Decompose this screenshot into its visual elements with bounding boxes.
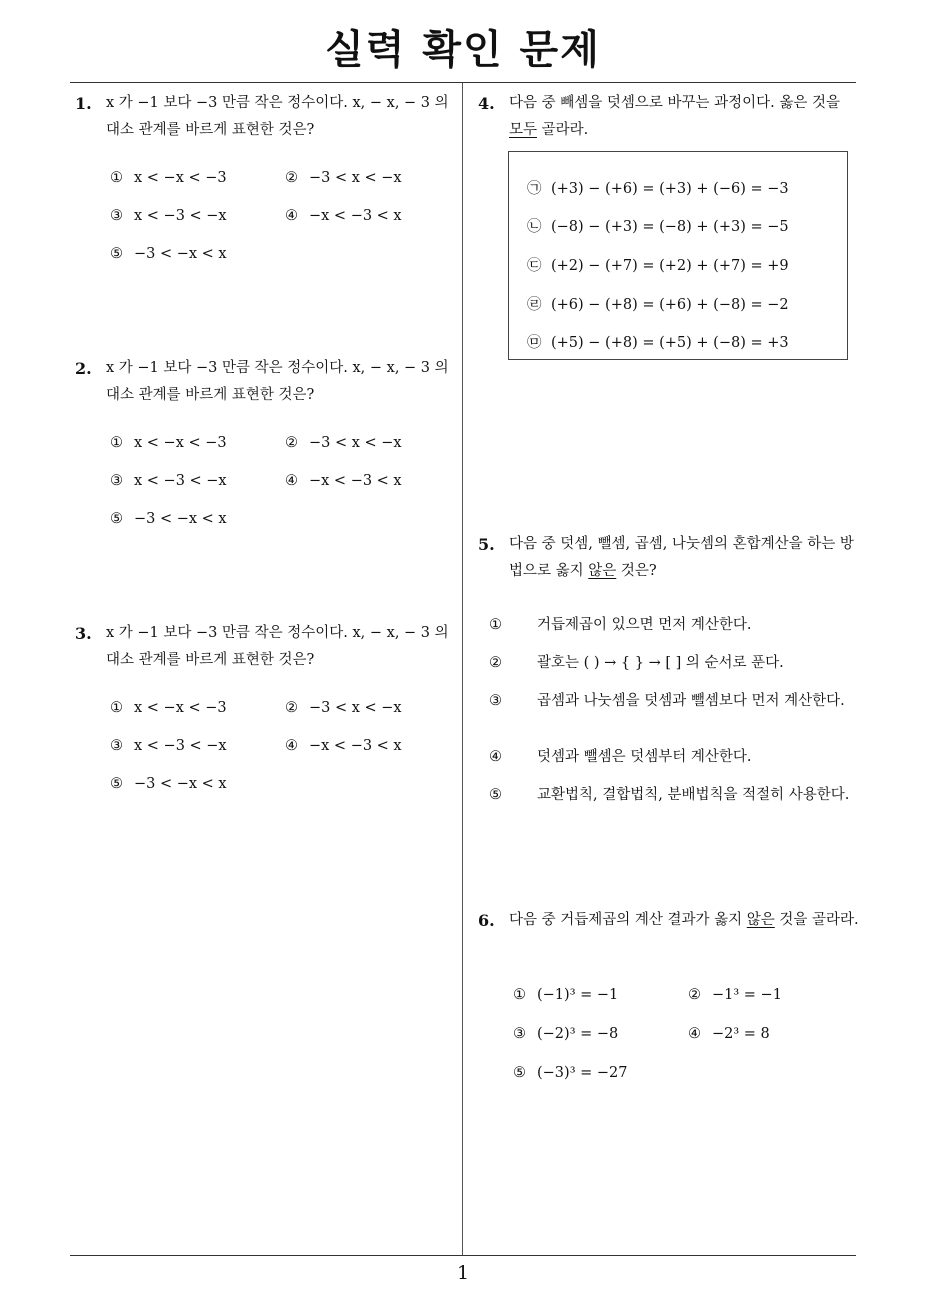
choice-4[interactable]: [285, 473, 402, 489]
choice-4[interactable]: [489, 744, 857, 770]
choice-text: −3 < −x < x: [134, 511, 227, 527]
question-text: x 가 −1 보다 −3 만큼 작은 정수이다. x, − x, − 3 의 대소 관계를 바르게 표현한 것은?: [106, 95, 449, 138]
choice-text: (−2)³ = −8: [537, 1026, 619, 1042]
choice-mark: ③: [110, 473, 123, 489]
choice-mark: ①: [110, 435, 123, 451]
choice-5[interactable]: [110, 511, 227, 527]
choice-text: −3 < x < −x: [309, 435, 402, 451]
item-text: (+3) − (+6) = (+3) + (−6) = −3: [551, 181, 789, 197]
choice-mark: ④: [285, 738, 298, 754]
question-number: 6.: [478, 911, 495, 930]
choice-5[interactable]: [110, 776, 227, 792]
question-text-part: 다음 중 거듭제곱의 계산 결과가 옳지: [509, 912, 747, 928]
choice-text: 곱셈과 나눗셈을 덧셈과 뺄셈보다 먼저 계산한다.: [537, 693, 845, 709]
choice-text: 덧셈과 뺄셈은 덧셈부터 계산한다.: [537, 749, 752, 765]
choice-2[interactable]: [688, 987, 782, 1003]
choice-4[interactable]: [285, 208, 402, 224]
choice-3[interactable]: [110, 738, 227, 754]
choice-4[interactable]: [285, 738, 402, 754]
item-text: (+5) − (+8) = (+5) + (−8) = +3: [551, 335, 789, 351]
question-text: x 가 −1 보다 −3 만큼 작은 정수이다. x, − x, − 3 의 대소 관계를 바르게 표현한 것은?: [106, 625, 449, 668]
choice-text: −3 < −x < x: [134, 246, 227, 262]
choice-text: 괄호는 ( ) → { } → [ ] 의 순서로 푼다.: [537, 655, 784, 671]
item-mark: ㉠: [527, 181, 542, 197]
choice-text: −3 < −x < x: [134, 776, 227, 792]
choice-mark: ①: [513, 987, 526, 1003]
choice-mark: ②: [489, 655, 502, 671]
question-6: [478, 907, 862, 934]
question-text-part: 것은?: [616, 563, 657, 579]
question-number: 3.: [75, 624, 92, 643]
question-number: 5.: [478, 535, 495, 554]
choice-text: −2³ = 8: [712, 1026, 770, 1042]
choice-text: −3 < x < −x: [309, 700, 402, 716]
choice-text: 교환법칙, 결합법칙, 분배법칙을 적절히 사용한다.: [537, 787, 850, 803]
choice-mark: ②: [285, 435, 298, 451]
choice-1[interactable]: [110, 435, 227, 451]
choice-mark: ①: [489, 617, 502, 633]
item-mark: ㉤: [527, 335, 542, 351]
choice-3[interactable]: [110, 208, 227, 224]
question-4: [478, 90, 862, 144]
choice-3[interactable]: [110, 473, 227, 489]
choice-mark: ③: [110, 738, 123, 754]
choice-text: −x < −3 < x: [309, 208, 402, 224]
question-5: [478, 531, 862, 585]
emphasis-underline: 모두: [509, 122, 538, 138]
emphasis-underline: 않은: [588, 563, 617, 579]
choice-mark: ②: [285, 700, 298, 716]
choice-2[interactable]: [489, 650, 857, 676]
choice-text: −x < −3 < x: [309, 473, 402, 489]
top-rule: [70, 82, 856, 83]
choice-mark: ③: [513, 1026, 526, 1042]
item-mark: ㉡: [527, 219, 542, 235]
choice-1[interactable]: [513, 987, 618, 1003]
question-2: [75, 355, 459, 409]
column-divider: [462, 83, 463, 1256]
choice-text: x < −x < −3: [134, 435, 227, 451]
choice-mark: ④: [688, 1026, 701, 1042]
choice-5[interactable]: [489, 782, 857, 808]
choice-mark: ⑤: [110, 246, 123, 262]
item-mark: ㉣: [527, 297, 542, 313]
item-text: (+6) − (+8) = (+6) + (−8) = −2: [551, 297, 789, 313]
choice-text: x < −x < −3: [134, 700, 227, 716]
question-text-part: 것을 골라라.: [774, 912, 859, 928]
statement-item[interactable]: [527, 177, 789, 198]
question-number: 2.: [75, 359, 92, 378]
choice-2[interactable]: [285, 170, 402, 186]
question-text-part: 다음 중 덧셈, 뺄셈, 곱셈, 나눗셈의 혼합계산을 하는 방법으로 옳지: [509, 536, 854, 579]
question-text: [509, 90, 862, 144]
question-number: 4.: [478, 94, 495, 113]
choice-2[interactable]: [285, 435, 402, 451]
choice-mark: ⑤: [489, 787, 502, 803]
choice-mark: ⑤: [513, 1065, 526, 1081]
choice-1[interactable]: [110, 700, 227, 716]
bottom-rule: [70, 1255, 856, 1256]
choice-text: −x < −3 < x: [309, 738, 402, 754]
choice-mark: ②: [285, 170, 298, 186]
question-text-part: 골라라.: [537, 122, 589, 138]
q4-statement-box: [508, 151, 848, 360]
choice-mark: ④: [489, 749, 502, 765]
choice-mark: ①: [110, 170, 123, 186]
choice-mark: ③: [489, 693, 502, 709]
choice-text: −3 < x < −x: [309, 170, 402, 186]
choice-5[interactable]: [110, 246, 227, 262]
question-number: 1.: [75, 94, 92, 113]
choice-3[interactable]: [489, 688, 857, 714]
choice-text: x < −x < −3: [134, 170, 227, 186]
choice-text: (−1)³ = −1: [537, 987, 619, 1003]
choice-mark: ③: [110, 208, 123, 224]
statement-item[interactable]: [527, 215, 789, 236]
choice-mark: ④: [285, 473, 298, 489]
choice-text: x < −3 < −x: [134, 473, 227, 489]
statement-item[interactable]: [527, 254, 789, 275]
choice-mark: ④: [285, 208, 298, 224]
item-text: (+2) − (+7) = (+2) + (+7) = +9: [551, 258, 789, 274]
item-text: (−8) − (+3) = (−8) + (+3) = −5: [551, 219, 789, 235]
question-text-part: 다음 중 빼셈을 덧셈으로 바꾸는 과정이다. 옳은 것을: [509, 95, 841, 111]
question-text: x 가 −1 보다 −3 만큼 작은 정수이다. x, − x, − 3 의 대소 관계를 바르게 표현한 것은?: [106, 360, 449, 403]
page-title: 실력 확인 문제: [325, 27, 601, 73]
question-text: [509, 531, 862, 585]
question-text: [509, 907, 862, 934]
statement-item[interactable]: [527, 293, 789, 314]
choice-mark: ⑤: [110, 776, 123, 792]
question-3: [75, 620, 459, 674]
choice-mark: ②: [688, 987, 701, 1003]
choice-1[interactable]: [110, 170, 227, 186]
page-number: 1: [456, 1262, 470, 1284]
choice-2[interactable]: [285, 700, 402, 716]
statement-item[interactable]: [527, 331, 789, 352]
choice-mark: ①: [110, 700, 123, 716]
choice-4[interactable]: [688, 1026, 770, 1042]
choice-text: −1³ = −1: [712, 987, 782, 1003]
question-1: [75, 90, 459, 144]
choice-text: x < −3 < −x: [134, 208, 227, 224]
choice-text: x < −3 < −x: [134, 738, 227, 754]
choice-mark: ⑤: [110, 511, 123, 527]
choice-5[interactable]: [513, 1065, 627, 1081]
item-mark: ㉢: [527, 258, 542, 274]
choice-3[interactable]: [513, 1026, 618, 1042]
choice-text: 거듭제곱이 있으면 먼저 계산한다.: [537, 617, 752, 633]
emphasis-underline: 않은: [746, 912, 775, 928]
choice-text: (−3)³ = −27: [537, 1065, 628, 1081]
choice-1[interactable]: [489, 612, 857, 638]
